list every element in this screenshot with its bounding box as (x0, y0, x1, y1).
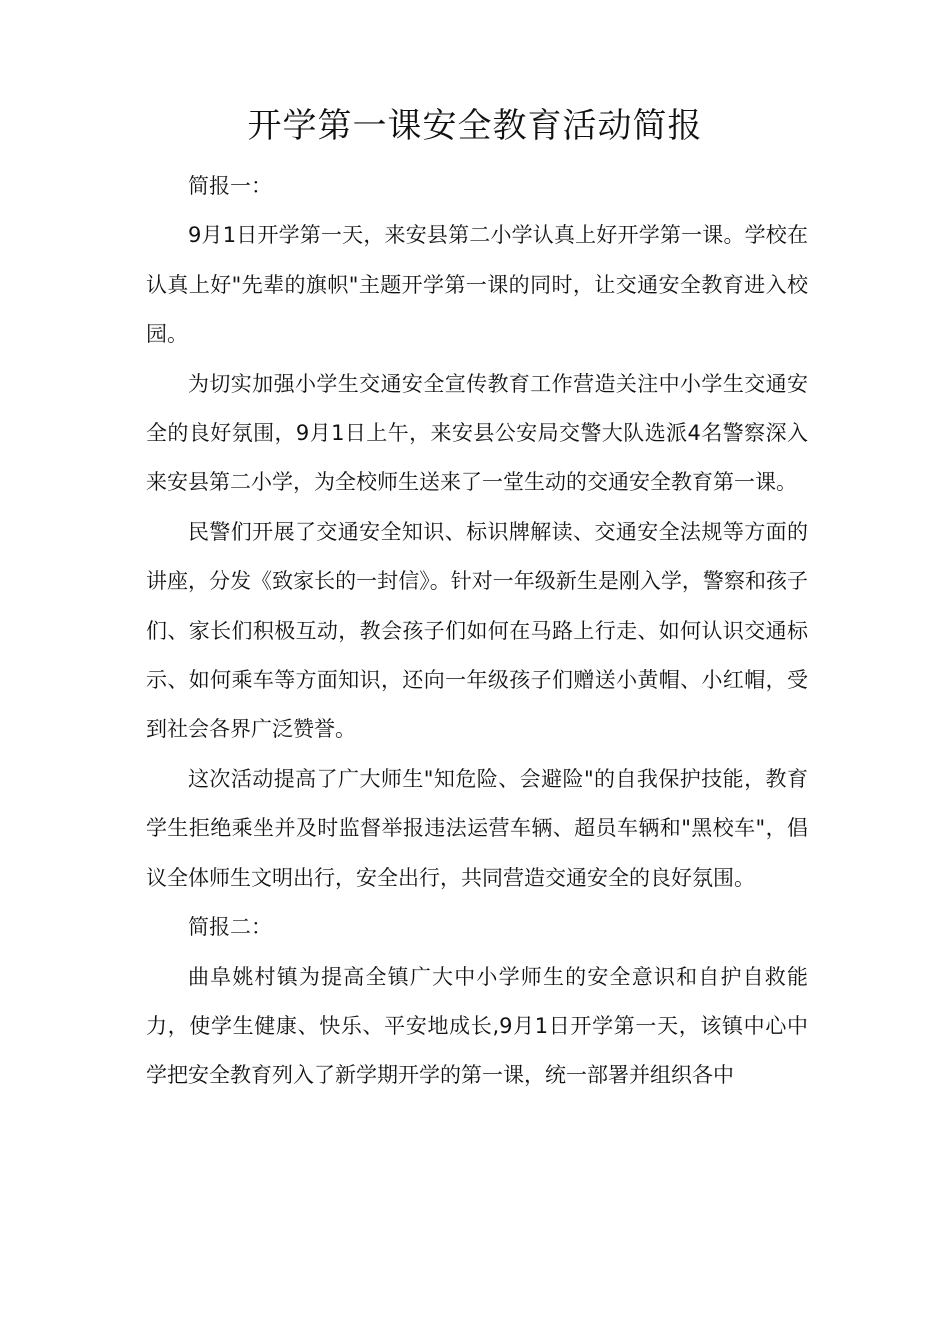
paragraph-yaocun: 曲阜姚村镇为提高全镇广大中小学师生的安全意识和自护自救能力，使学生健康、快乐、平安地成长,9月1日开学第一天，该镇中心中学把安全教育列入了新学期开学的第一课，统一部署并组织各中 (146, 964, 808, 1088)
document-body (146, 162, 808, 1101)
paragraph-police-visit: 为切实加强小学生交通安全宣传教育工作营造关注中小学生交通安全的良好氛围，9月1日上午，来安县公安局交警大队选派4名警察深入来安县第二小学，为全校师生送来了一堂生动的交通安全教育第一课。 (146, 371, 808, 495)
paragraph-outcome: 这次活动提高了广大师生"知危险、会避险"的自我保护技能，教育学生拒绝乘坐并及时监督举报违法运营车辆、超员车辆和"黑校车"，倡议全体师生文明出行，安全出行，共同营造交通安全的良好氛围。 (146, 766, 808, 890)
section-heading-2: 简报二： (188, 915, 272, 940)
paragraph-lecture: 民警们开展了交通安全知识、标识牌解读、交通安全法规等方面的讲座，分发《致家长的一封信》。针对一年级新生是刚入学，警察和孩子们、家长们积极互动，教会孩子们如何在马路上行走、如何认识交通标示、如何乘车等方面知识，还向一年级孩子们赠送小黄帽、小红帽，受到社会各界广泛赞誉。 (146, 519, 808, 742)
document-title: 开学第一课安全教育活动简报 (247, 106, 703, 146)
section-heading-1: 简报一： (188, 174, 272, 198)
paragraph-intro: 9月1日开学第一天，来安县第二小学认真上好开学第一课。学校在认真上好"先辈的旗帜"主题开学第一课的同时，让交通安全教育进入校园。 (146, 223, 808, 347)
